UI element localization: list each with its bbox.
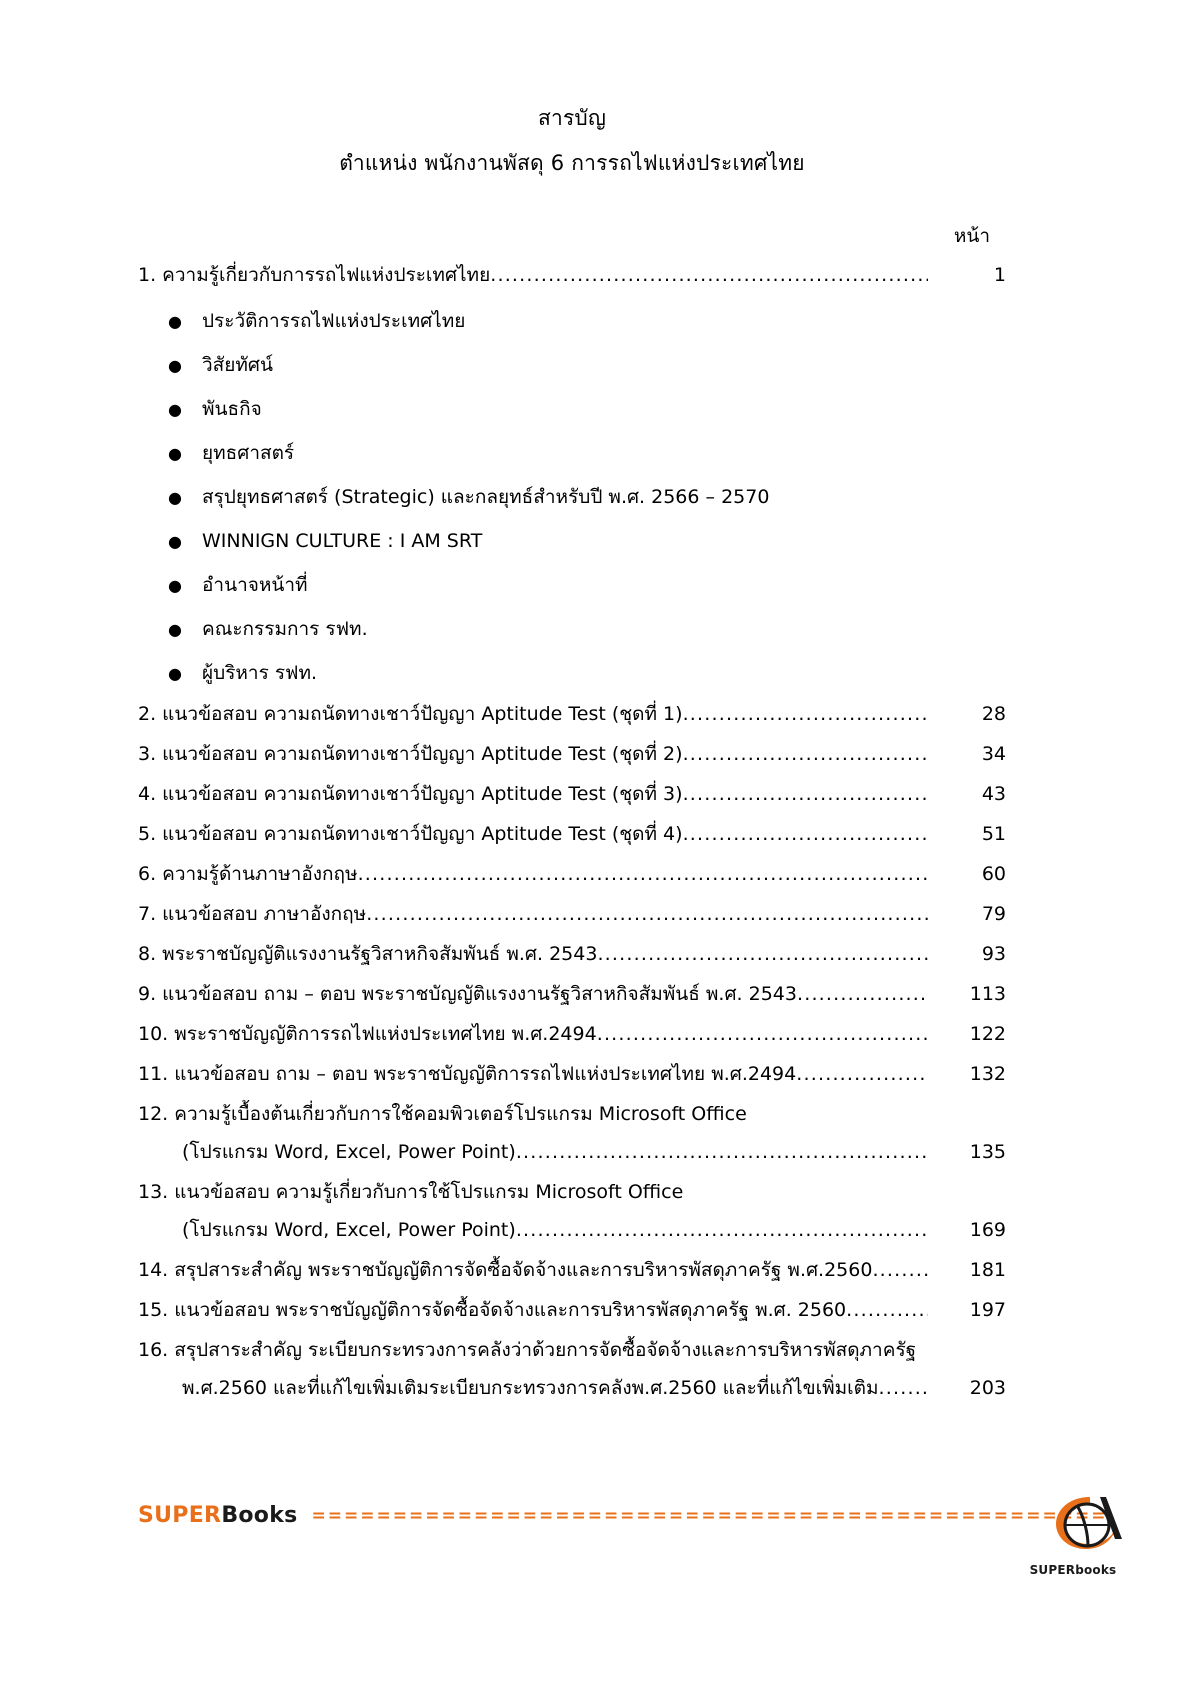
toc-entry[interactable] xyxy=(138,701,1006,727)
toc-entry-page: 122 xyxy=(969,1023,1006,1045)
toc-leader-dots xyxy=(796,1061,928,1087)
page-content xyxy=(138,0,1006,1401)
toc-entry-label: 5. แนวข้อสอบ ความถนัดทางเชาว์ปัญญา Aptitude Test (ชุดที่ 4) xyxy=(138,823,683,845)
toc-entry-label: (โปรแกรม Word, Excel, Power Point) xyxy=(182,1141,516,1163)
toc-leader-dots xyxy=(358,861,928,887)
toc-leader-dots xyxy=(683,741,928,767)
toc-entry[interactable] xyxy=(138,741,1006,767)
brand-wordmark xyxy=(138,1503,298,1528)
toc-entry-page: 43 xyxy=(981,783,1006,805)
list-item[interactable] xyxy=(138,440,1006,467)
toc-entry-label: 10. พระราชบัญญัติการรถไฟแห่งประเทศไทย พ.ศ.2494 xyxy=(138,1023,597,1045)
toc-leader-dots xyxy=(683,821,928,847)
toc-entry[interactable] xyxy=(138,941,1006,967)
toc-entry-label: 13. แนวข้อสอบ ความรู้เกี่ยวกับการใช้โปรแกรม Microsoft Office xyxy=(138,1181,684,1203)
toc-entry-page: 28 xyxy=(981,703,1006,725)
toc-entry-label: 6. ความรู้ด้านภาษาอังกฤษ xyxy=(138,863,358,885)
list-item[interactable] xyxy=(138,572,1006,599)
toc-entry[interactable] xyxy=(138,1257,1006,1283)
toc-entry-label: 12. ความรู้เบื้องต้นเกี่ยวกับการใช้คอมพิวเตอร์โปรแกรม Microsoft Office xyxy=(138,1103,747,1125)
toc-leader-dots xyxy=(516,1217,928,1243)
bullet-icon: ● xyxy=(168,400,182,419)
toc-entry-page: 1 xyxy=(993,264,1006,286)
page-footer xyxy=(138,1503,1120,1577)
toc-leader-dots xyxy=(490,262,928,288)
bullet-icon: ● xyxy=(168,576,182,595)
toc-entry-label: 16. สรุปสาระสำคัญ ระเบียบกระทรวงการคลังว่าด้วยการจัดซื้อจัดจ้างและการบริหารพัสดุภาครัฐ xyxy=(138,1339,917,1361)
bullet-icon: ● xyxy=(168,488,182,507)
toc-entry-page: 197 xyxy=(969,1299,1006,1321)
toc-leader-dots xyxy=(366,901,928,927)
footer-row xyxy=(138,1503,1120,1528)
list-item-label: สรุปยุทธศาสตร์ (Strategic) และกลยุทธ์สำหรับปี พ.ศ. 2566 – 2570 xyxy=(202,486,770,508)
page-title: สารบัญ xyxy=(537,106,607,130)
toc-entry-continuation[interactable] xyxy=(138,1139,1006,1165)
toc-leader-dots xyxy=(879,1375,929,1401)
bullet-icon: ● xyxy=(168,356,182,375)
brand-super-text: SUPER xyxy=(138,1503,222,1528)
bullet-icon: ● xyxy=(168,664,182,683)
toc-entry-page: 113 xyxy=(969,983,1006,1005)
toc-entry[interactable] xyxy=(138,781,1006,807)
logo-super-text: SUPER xyxy=(1029,1563,1076,1577)
toc-entry-label: 14. สรุปสาระสำคัญ พระราชบัญญัติการจัดซื้อจัดจ้างและการบริหารพัสดุภาครัฐ พ.ศ.2560 xyxy=(138,1259,873,1281)
toc-entry[interactable] xyxy=(138,1297,1006,1323)
toc-entry-label: 4. แนวข้อสอบ ความถนัดทางเชาว์ปัญญา Aptitude Test (ชุดที่ 3) xyxy=(138,783,683,805)
toc-leader-dots xyxy=(797,981,928,1007)
toc-entry[interactable] xyxy=(138,1179,1006,1205)
toc-entry[interactable] xyxy=(138,1101,1006,1127)
logo-swoosh-icon xyxy=(1018,1491,1128,1563)
list-item[interactable] xyxy=(138,528,1006,555)
toc-leader-dots xyxy=(683,781,928,807)
toc-entry-label: 7. แนวข้อสอบ ภาษาอังกฤษ xyxy=(138,903,367,925)
toc-entry-continuation[interactable] xyxy=(138,1217,1006,1243)
toc-leader-dots xyxy=(846,1297,928,1323)
toc-sublist-container xyxy=(138,308,1006,687)
toc-leader-dots xyxy=(597,941,928,967)
toc-entry[interactable] xyxy=(138,901,1006,927)
toc-leader-dots xyxy=(872,1257,928,1283)
toc-entry[interactable] xyxy=(138,1337,1006,1363)
toc-entry-page: 60 xyxy=(981,863,1006,885)
toc-leader-dots xyxy=(516,1139,928,1165)
list-item-label: WINNIGN CULTURE : I AM SRT xyxy=(202,530,483,552)
list-item[interactable] xyxy=(138,616,1006,643)
toc-entry-page: 203 xyxy=(969,1377,1006,1399)
footer-divider xyxy=(312,1512,1106,1520)
list-item[interactable] xyxy=(138,660,1006,687)
toc-entry[interactable] xyxy=(138,861,1006,887)
toc-entry-page: 79 xyxy=(981,903,1006,925)
toc-entry[interactable] xyxy=(138,1061,1006,1087)
page-subtitle: ตำแหน่ง พนักงานพัสดุ 6 การรถไฟแห่งประเทศไทย xyxy=(339,151,805,175)
toc-entry-page: 132 xyxy=(969,1063,1006,1085)
list-item-label: คณะกรรมการ รฟท. xyxy=(202,618,368,640)
page-column-header: หน้า xyxy=(953,225,990,247)
brand-books-text: Books xyxy=(221,1503,298,1528)
toc-entry-label: 1. ความรู้เกี่ยวกับการรถไฟแห่งประเทศไทย xyxy=(138,264,491,286)
toc-entry[interactable] xyxy=(138,1021,1006,1047)
list-item-label: ผู้บริหาร รฟท. xyxy=(202,662,318,684)
toc-entry-label: 3. แนวข้อสอบ ความถนัดทางเชาว์ปัญญา Aptitude Test (ชุดที่ 2) xyxy=(138,743,683,765)
list-item-label: อำนาจหน้าที่ xyxy=(202,574,308,596)
toc-entry[interactable] xyxy=(138,981,1006,1007)
bullet-icon: ● xyxy=(168,532,182,551)
toc-entry[interactable] xyxy=(138,821,1006,847)
toc-entry[interactable] xyxy=(138,262,1006,288)
toc-entry-page: 169 xyxy=(969,1219,1006,1241)
title-block xyxy=(138,0,1006,178)
toc-entry-continuation[interactable] xyxy=(138,1375,1006,1401)
toc-entry-label: 11. แนวข้อสอบ ถาม – ตอบ พระราชบัญญัติการรถไฟแห่งประเทศไทย พ.ศ.2494 xyxy=(138,1063,797,1085)
list-item[interactable] xyxy=(138,396,1006,423)
toc-entry-page: 93 xyxy=(981,943,1006,965)
toc-list xyxy=(138,262,1006,1401)
toc-entry-page: 181 xyxy=(969,1259,1006,1281)
toc-leader-dots xyxy=(597,1021,928,1047)
toc-entry-page: 135 xyxy=(969,1141,1006,1163)
list-item-label: ยุทธศาสตร์ xyxy=(202,442,295,464)
toc-leader-dots xyxy=(683,701,928,727)
bullet-icon: ● xyxy=(168,444,182,463)
toc-entry-page: 51 xyxy=(981,823,1006,845)
toc-entry-label: 8. พระราชบัญญัติแรงงานรัฐวิสาหกิจสัมพันธ์ พ.ศ. 2543 xyxy=(138,943,598,965)
list-item-label: ประวัติการรถไฟแห่งประเทศไทย xyxy=(202,310,466,332)
list-item-label: วิสัยทัศน์ xyxy=(202,354,273,376)
logo-wordmark xyxy=(1018,1563,1128,1577)
list-item[interactable] xyxy=(138,352,1006,379)
toc-entry-label: 15. แนวข้อสอบ พระราชบัญญัติการจัดซื้อจัดจ้างและการบริหารพัสดุภาครัฐ พ.ศ. 2560 xyxy=(138,1299,847,1321)
toc-entry-label: 2. แนวข้อสอบ ความถนัดทางเชาว์ปัญญา Aptitude Test (ชุดที่ 1) xyxy=(138,703,683,725)
logo-books-text: books xyxy=(1075,1563,1117,1577)
bullet-icon: ● xyxy=(168,312,182,331)
list-item[interactable] xyxy=(138,308,1006,335)
toc-sublist xyxy=(138,308,1006,687)
toc-entry-label: (โปรแกรม Word, Excel, Power Point) xyxy=(182,1219,516,1241)
toc-entry-page: 34 xyxy=(981,743,1006,765)
toc-entry-label: พ.ศ.2560 และที่แก้ไขเพิ่มเติมระเบียบกระทรวงการคลังพ.ศ.2560 และที่แก้ไขเพิ่มเติม xyxy=(182,1377,879,1399)
list-item[interactable] xyxy=(138,484,1006,511)
bullet-icon: ● xyxy=(168,620,182,639)
list-item-label: พันธกิจ xyxy=(202,398,262,420)
toc-entry-label: 9. แนวข้อสอบ ถาม – ตอบ พระราชบัญญัติแรงงานรัฐวิสาหกิจสัมพันธ์ พ.ศ. 2543 xyxy=(138,983,797,1005)
superbooks-logo xyxy=(1018,1491,1128,1577)
